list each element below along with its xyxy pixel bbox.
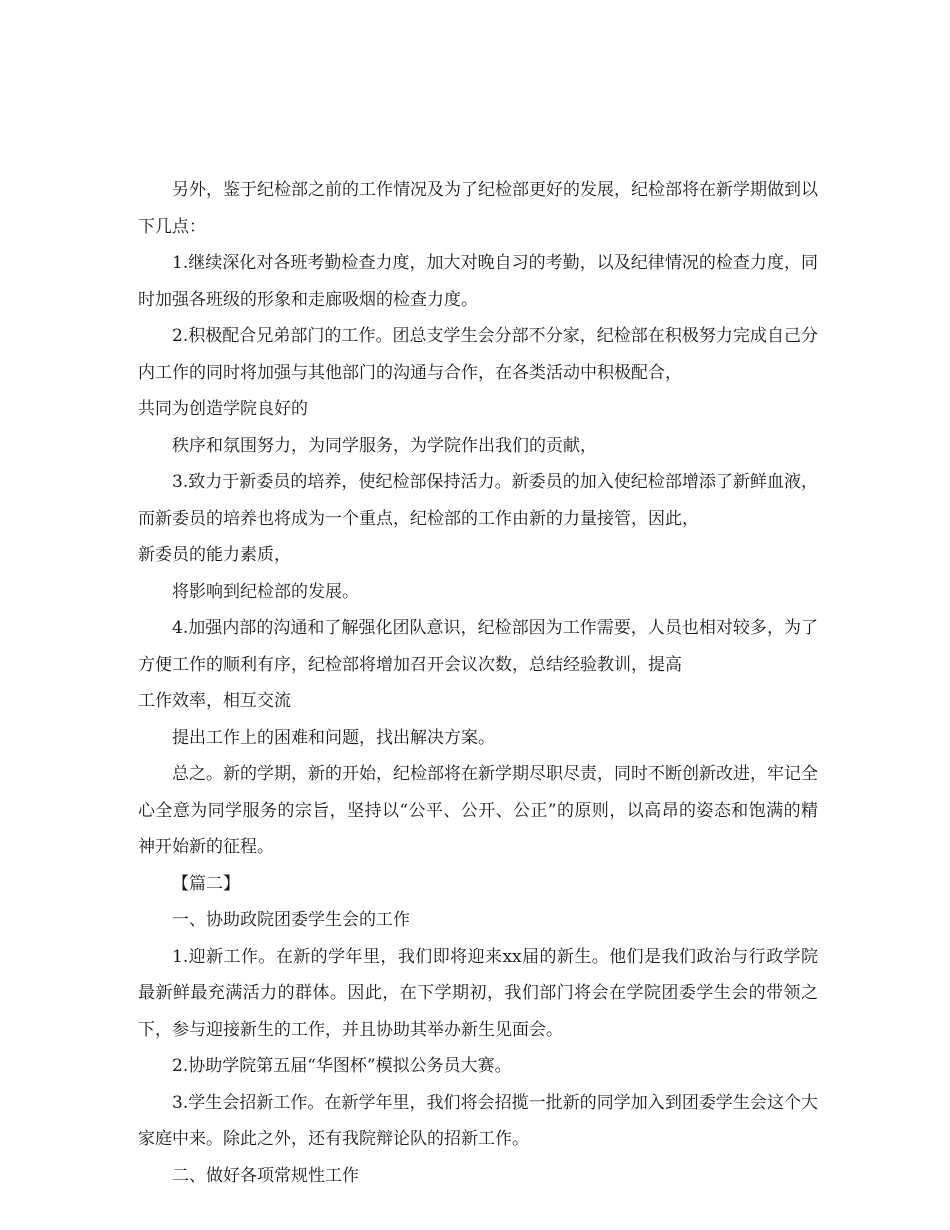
paragraph-item-2-cont: 共同为创造学院良好的 (138, 399, 308, 419)
paragraph-item-2: 2.积极配合兄弟部门的工作。团总支学生会分部不分家，纪检部在积极努力完成自己分内工作的同时将加强与其他部门的沟通与合作，在各类活动中积极配合， (138, 326, 818, 383)
subheading-assist-work: 一、协助政院团委学生会的工作 (172, 910, 410, 930)
paragraph-intro: 另外，鉴于纪检部之前的工作情况及为了纪检部更好的发展，纪检部将在新学期做到以下几点： (138, 180, 818, 237)
paragraph-welcome-freshmen: 1.迎新工作。在新的学年里，我们即将迎来xx届的新生。他们是我们政治与行政学院最新鲜最充满活力的群体。因此，在下学期初，我们部门将会在学院团委学生会的带领之下，参与迎接新生的工作，并且协助其举办新生见面会。 (138, 946, 818, 1040)
paragraph-item-1: 1.继续深化对各班考勤检查力度，加大对晚自习的考勤，以及纪律情况的检查力度，同时加强各班级的形象和走廊吸烟的检查力度。 (138, 253, 818, 310)
paragraph-item-3-end: 将影响到纪检部的发展。 (172, 581, 359, 602)
section-heading-part-two: 【篇二】 (172, 873, 240, 894)
paragraph-item-4-end: 提出工作上的困难和问题，找出解决方案。 (172, 727, 495, 748)
paragraph-item-4: 4.加强内部的沟通和了解强化团队意识，纪检部因为工作需要，人员也相对较多，为了方便工作的顺利有序，纪检部将增加召开会议次数，总结经验教训，提高 (138, 618, 818, 675)
paragraph-civil-servant-contest: 2.协助学院第五届“华图杯”模拟公务员大赛。 (172, 1056, 512, 1076)
paragraph-item-4-cont: 工作效率，相互交流 (138, 691, 291, 711)
paragraph-item-2-end: 秩序和氛围努力，为同学服务，为学院作出我们的贡献， (172, 435, 597, 456)
paragraph-recruitment: 3.学生会招新工作。在新学年里，我们将会招揽一批新的同学加入到团委学生会这个大家庭中来。除此之外，还有我院辩论队的招新工作。 (138, 1092, 818, 1149)
paragraph-item-3: 3.致力于新委员的培养，使纪检部保持活力。新委员的加入使纪检部增添了新鲜血液，而新委员的培养也将成为一个重点，纪检部的工作由新的力量接管，因此， (138, 472, 818, 529)
paragraph-item-3-cont: 新委员的能力素质， (138, 545, 291, 565)
document-page (138, 172, 818, 1194)
subheading-routine-work: 二、做好各项常规性工作 (172, 1165, 359, 1186)
paragraph-summary: 总之。新的学期，新的开始，纪检部将在新学期尽职尽责，同时不断创新改进，牢记全心全意为同学服务的宗旨，坚持以“公平、公开、公正”的原则，以高昂的姿态和饱满的精神开始新的征程。 (138, 764, 818, 857)
